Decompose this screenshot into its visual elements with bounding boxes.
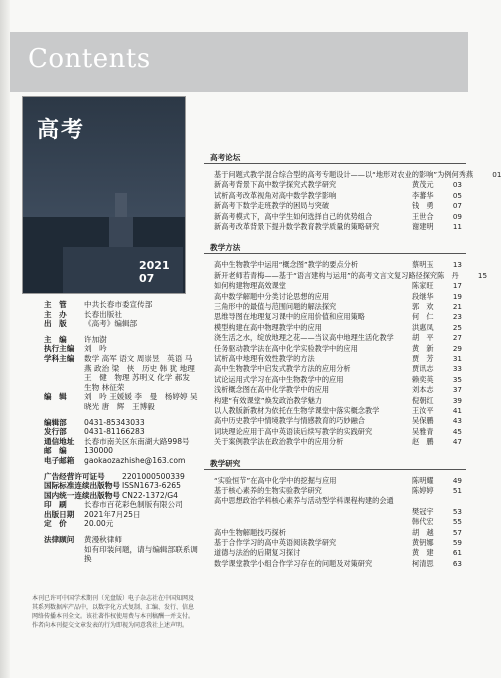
article-title: 模型构建在高中物理教学中的应用	[214, 322, 322, 332]
article-page: 53	[452, 506, 462, 516]
toc-entry[interactable]	[214, 427, 462, 436]
masthead-row	[44, 519, 204, 529]
contents-title: Contents	[28, 44, 151, 74]
section-heading: 教学方法	[210, 243, 241, 253]
masthead-value: ISSN1673-6265	[122, 481, 181, 491]
article-author: 柯清思	[412, 558, 434, 568]
masthead-key: 执行主编	[44, 344, 75, 354]
masthead-key: 出版日期	[44, 509, 75, 519]
masthead-key: 主 管	[44, 300, 67, 309]
article-page: 57	[452, 527, 462, 537]
article-author: 黄钥娜	[412, 538, 434, 547]
toc-entry[interactable]	[214, 406, 462, 415]
article-title: 道德与法治的后期复习探讨	[214, 548, 301, 558]
article-author: 黄 建	[412, 548, 434, 558]
masthead-info	[44, 300, 204, 564]
article-title: 数学课堂教学小组合作学习存在的问题及对策研究	[214, 558, 373, 568]
section-rule	[204, 253, 466, 254]
masthead-row	[44, 300, 204, 310]
toc-entry[interactable]	[214, 517, 462, 526]
article-title: 三角形中的最值与范围问题的解法探究	[214, 302, 337, 311]
masthead-value: 刘 吟	[84, 344, 107, 354]
article-author: 黄 新	[412, 343, 434, 353]
article-title: 高中生物教学中运用“概念图”教学的要点分析	[214, 260, 359, 270]
masthead-key: 主 编	[44, 334, 67, 344]
masthead-key	[44, 545, 84, 564]
toc-entry[interactable]	[214, 476, 462, 485]
masthead-value: 《高考》编辑部	[84, 319, 138, 329]
toc-entry[interactable]	[214, 437, 462, 446]
masthead-key: 法律顾问	[44, 535, 75, 545]
masthead-value: 长春市南关区东南湖大路998号	[84, 436, 190, 446]
masthead-value: 0431-81166283	[84, 427, 145, 437]
article-title: 关于案例教学法在政治教学中的应用分析	[214, 437, 344, 447]
article-page: 41	[452, 406, 462, 415]
article-author: 陈 丹	[437, 270, 459, 280]
masthead-key: 印 刷	[44, 500, 67, 510]
article-page: 63	[452, 558, 462, 568]
article-title: 思维导图在地理复习课中的应用价值和应用策略	[214, 312, 365, 322]
masthead-key: 发行部	[44, 427, 67, 437]
article-page: 05	[452, 190, 462, 200]
article-page: 43	[452, 416, 462, 426]
article-author: 胡 越	[412, 527, 434, 537]
article-author: 韩代宏	[412, 517, 434, 527]
section-rule	[204, 163, 466, 164]
toc-entry[interactable]	[214, 375, 462, 384]
article-author: 吴雅青	[412, 426, 434, 436]
toc-entry[interactable]	[214, 496, 462, 505]
toc-entry[interactable]	[214, 548, 462, 557]
article-author: 何 仁	[412, 312, 434, 322]
toc-entry[interactable]	[214, 302, 462, 311]
article-page: 49	[452, 475, 462, 485]
masthead-key: 通信地址	[44, 436, 75, 446]
article-page: 61	[452, 548, 462, 558]
article-page	[448, 496, 462, 505]
article-page: 07	[452, 201, 462, 211]
article-title: 基于合作学习的高中英语阅读教学研究	[214, 538, 337, 547]
toc-entry[interactable]	[214, 323, 462, 332]
masthead-row	[44, 500, 204, 510]
article-title: 试论运用式学习在高中生物教学中的应用	[214, 374, 344, 384]
masthead-value: 20.00元	[84, 519, 114, 529]
article-page: 45	[452, 426, 462, 436]
toc-entry[interactable]	[214, 212, 462, 221]
toc-entry[interactable]	[214, 538, 462, 547]
article-author: 樊冠宇	[412, 506, 434, 516]
masthead-value: 数学 高军 语文 周崇昱 英语 马 燕 政治 梁 侠 历史 韩 犹 地理 王 健 物理 苏明义 化学 郝发 生物 林征荣	[84, 353, 200, 392]
masthead-row	[44, 418, 204, 428]
article-author: 郭 欢	[412, 302, 434, 311]
article-author: 刘本志	[412, 385, 434, 395]
article-title: 浇生活之水，绽放地理之花——当议高中地理生活化教学	[214, 333, 394, 343]
article-author: 贾 芳	[412, 354, 434, 363]
masthead-row	[44, 427, 204, 437]
toc-entry[interactable]	[214, 170, 501, 179]
article-title: 任务驱动教学法在高中化学实验教学中的应用	[214, 343, 358, 353]
section-heading: 高考论坛	[210, 153, 241, 162]
article-page: 51	[452, 486, 462, 495]
article-page: 39	[452, 395, 462, 405]
article-title: 高中生物教学中启发式教学方法的应用分析	[214, 364, 351, 374]
section-heading: 教学研究	[210, 458, 241, 468]
article-page: 31	[452, 354, 462, 363]
article-page: 59	[452, 538, 462, 547]
masthead-key: 出 版	[44, 319, 67, 329]
article-page: 13	[452, 260, 462, 270]
article-title: 试析高考改革视角对高中数学教学影响	[214, 190, 337, 200]
article-page: 37	[452, 385, 462, 395]
toc-entry[interactable]	[214, 364, 462, 373]
article-title: 构建“有效课堂”焕发政治教学魅力	[214, 395, 323, 405]
article-title: “实验恒节”在高中化学中的挖掘与应用	[214, 475, 337, 485]
article-page: 03	[452, 180, 462, 190]
article-page: 35	[452, 374, 462, 384]
article-page: 47	[452, 437, 462, 447]
article-title: 新高考下数学走班教学的困局与突破	[214, 201, 330, 211]
masthead-key: 编 辑	[44, 392, 67, 402]
masthead-row	[44, 481, 204, 491]
toc-entry[interactable]	[214, 222, 462, 231]
toc-entry[interactable]	[214, 354, 462, 363]
article-author: 段继华	[412, 291, 434, 301]
article-author: 陈明耀	[412, 475, 434, 485]
masthead-value: 许加澍	[84, 334, 107, 344]
article-page: 17	[452, 281, 462, 291]
article-title: 如何构建物理高效课堂	[214, 281, 286, 291]
article-title: 新高考模式下，高中学生如何选择自己的优势组合	[214, 211, 373, 221]
article-title: 新高考背景下高中数学探究式教学研究	[214, 180, 337, 190]
article-author: 赖奕英	[412, 374, 434, 384]
masthead-value: 2021年7月25日	[84, 509, 141, 519]
toc-entry[interactable]	[214, 281, 462, 290]
toc-entry[interactable]	[214, 270, 488, 280]
masthead-row	[44, 446, 204, 456]
masthead-row	[44, 456, 204, 466]
article-page: 25	[452, 322, 462, 332]
article-author: 倪朝红	[412, 395, 434, 405]
toc-entry[interactable]	[214, 385, 462, 394]
masthead-row	[44, 354, 204, 392]
masthead-row	[44, 437, 204, 447]
article-title: 高中生物解题技巧探析	[214, 527, 286, 537]
article-title: 以人教版新教材为依托在生物学课堂中落实概念教学	[214, 406, 380, 415]
page-fold-shadow	[0, 0, 10, 678]
masthead-key: 主 办	[44, 309, 67, 319]
toc-entry[interactable]	[214, 416, 462, 425]
toc-entry[interactable]	[214, 396, 462, 405]
masthead-value: 0431-85343033	[84, 417, 145, 427]
article-title: 词块理论应用于高中英语读后续写教学的实践研究	[214, 426, 373, 436]
masthead-value: 刘 吟 王媛媛 李 曼 杨婷婷 吴晓光 唐 辉 王博毅	[84, 392, 198, 411]
masthead-row	[44, 510, 204, 520]
article-page: 11	[452, 222, 462, 231]
article-page: 29	[452, 343, 462, 353]
masthead-row	[44, 335, 204, 345]
masthead-row	[44, 310, 204, 320]
article-author: 蔡明玉	[412, 260, 434, 270]
article-author: 谢建明	[412, 222, 434, 231]
toc-entry[interactable]	[214, 260, 462, 269]
masthead-key: 学科主编	[44, 353, 75, 363]
toc-entry[interactable]	[214, 507, 462, 516]
article-title: 基于核心素养的生物实验教学研究	[214, 486, 322, 495]
masthead-row	[44, 344, 204, 354]
article-page: 23	[452, 312, 462, 322]
toc-entry[interactable]	[214, 344, 462, 353]
section-rule	[204, 469, 466, 470]
cover-issue: 2021 07	[139, 259, 170, 285]
article-title: 基于问题式教学混合综合型的高考专题设计——以“地形对农业的影响”为例	[214, 170, 452, 179]
article-page: 33	[452, 364, 462, 374]
article-author: 胡 平	[412, 333, 434, 343]
masthead-value: CN22-1372/G4	[122, 490, 178, 500]
article-author: 黄茂元	[412, 180, 434, 190]
masthead-value: gaokaozazhishe@163.com	[84, 455, 186, 465]
article-title: 试析高中地理有效性教学的方法	[214, 354, 315, 363]
copyright-notice: 本刊已许可中国学术期刊（光盘版）电子杂志社在中国知网及其系列数据库产品中，以数字化方式复制、汇编、发行、信息网络传播本刊全文。该社著作权使用费与本刊稿酬一并支付。作者向本刊提交文章发表的行为即视为同意我社上述声明。	[32, 595, 195, 629]
article-title: 新开老师若青梅——基于“语言建构与运用”的高考文言文复习路径探究	[214, 270, 438, 280]
masthead-key: 国际标准连续出版物号	[44, 481, 120, 491]
toc-entry[interactable]	[214, 528, 462, 537]
article-title: 浅析概念图在高中化学教学中的应用	[214, 385, 330, 395]
article-author: 陈家旺	[412, 281, 434, 291]
article-page: 21	[452, 302, 462, 311]
article-title: 高中思想政治学科核心素养与活动型学科课程构建的会通	[214, 496, 394, 506]
masthead-key: 定 价	[44, 519, 67, 529]
article-title	[214, 507, 412, 516]
masthead-row	[44, 472, 204, 482]
masthead-value: 长春出版社	[84, 309, 122, 319]
masthead-key: 编辑部	[44, 417, 67, 427]
toc-entry[interactable]	[214, 201, 462, 210]
article-author: 陈婷婷	[412, 486, 434, 495]
toc-entry[interactable]	[214, 559, 462, 568]
cover-image	[22, 96, 186, 294]
article-author: 李蕃华	[412, 190, 434, 200]
masthead-value: 长春市百花彩色制版有限公司	[84, 500, 183, 510]
article-author: 王世合	[412, 211, 434, 221]
toc-entry[interactable]	[214, 486, 462, 495]
toc-entry[interactable]	[214, 191, 462, 200]
toc-entry[interactable]	[214, 292, 462, 301]
masthead-value: 130000	[84, 446, 113, 456]
article-author: 洪惠凤	[412, 322, 434, 332]
article-page: 15	[477, 270, 488, 280]
masthead-value: 2201000500339	[122, 471, 185, 481]
article-author: 钱 勇	[412, 201, 434, 211]
article-author	[412, 496, 448, 505]
cover-logo: 高考	[37, 117, 86, 143]
masthead-row	[44, 491, 204, 501]
article-page: 19	[452, 291, 462, 301]
toc-entry[interactable]	[214, 333, 462, 342]
article-page: 01	[492, 170, 501, 179]
article-page: 55	[452, 517, 462, 527]
article-title: 新高考改革背景下提升数学教育教学质量的策略研究	[214, 222, 380, 231]
article-author: 何秀燕	[451, 170, 474, 179]
masthead-row	[44, 535, 204, 545]
masthead-value: 中共长春市委宣传部	[84, 300, 153, 309]
article-page: 09	[452, 211, 462, 221]
article-author: 王汝平	[412, 406, 434, 415]
article-page: 27	[452, 333, 462, 343]
toc-entry[interactable]	[214, 180, 462, 189]
masthead-key: 电子邮箱	[44, 455, 75, 465]
article-title: 高中数学解题中分类讨论思想的应用	[214, 291, 330, 301]
masthead-value: 黄漫秋律师	[84, 535, 122, 545]
masthead-row	[44, 392, 204, 411]
masthead-row	[44, 319, 204, 329]
masthead-key: 邮 编	[44, 446, 67, 456]
article-author: 吴保鹏	[412, 416, 434, 426]
masthead-key: 广告经营许可证号	[44, 471, 105, 481]
article-author: 贾讯志	[412, 364, 434, 374]
masthead-row	[44, 545, 204, 564]
masthead-key: 国内统一连续出版物号	[44, 490, 120, 500]
toc-entry[interactable]	[214, 312, 462, 321]
article-title	[214, 517, 412, 526]
article-author: 赵 鹏	[412, 437, 434, 447]
masthead-value: 如有印装问题，请与编辑部联系调换	[84, 544, 198, 564]
article-title: 高中历史教学中情境教学与情感教育的巧妙融合	[214, 416, 365, 426]
